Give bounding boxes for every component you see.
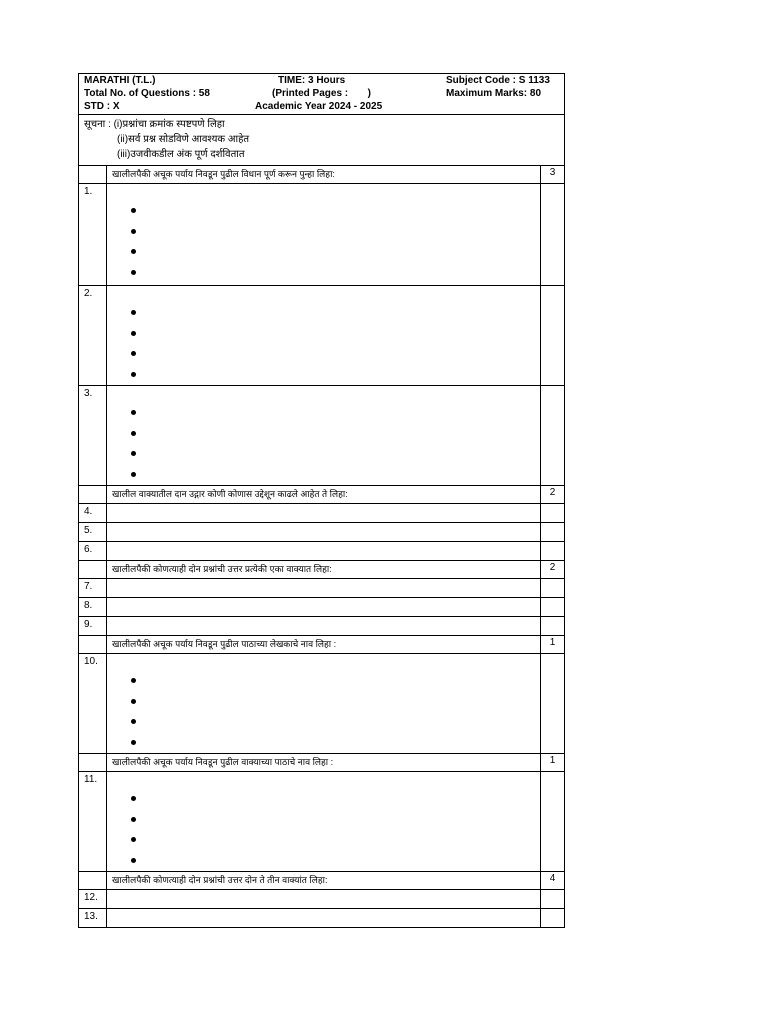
option-bullet [129,423,540,444]
option-bullet [129,241,540,262]
option-bullet [129,323,540,344]
question-number-cell [79,654,107,754]
section-row [79,636,565,654]
section-marks: 1 [549,637,556,648]
answer-cell [107,504,541,523]
option-bullet [129,691,540,712]
section-number-cell [79,636,107,654]
question-number-cell [79,523,107,542]
section-instruction: खालीलपैकी अचूक पर्याय निवडून पुढील पाठाच्या लेखकाचे नाव लिहा : [112,639,337,649]
section-instruction: खालीलपैकी कोणत्याही दोन प्रश्नांची उत्तर प्रत्येकी एका वाक्यात लिहा: [112,564,332,574]
question-number-cell [79,890,107,909]
section-instruction-cell [107,636,541,654]
answer-cell [107,579,541,598]
answer-cell [107,909,541,928]
option-bullet [129,829,540,850]
question-number: 13. [84,911,98,922]
question-row [79,542,565,561]
question-number: 8. [84,600,93,611]
question-row [79,579,565,598]
option-bullet [129,788,540,809]
option-bullet [129,850,540,871]
question-marks-cell [541,542,565,561]
question-number: 4. [84,506,93,517]
question-number: 5. [84,525,93,536]
question-number: 9. [84,619,93,630]
section-marks-cell [541,754,565,772]
instruction-item: (ii)सर्व प्रश्न सोडविणे आवश्यक आहेत [117,134,250,145]
question-row [79,523,565,542]
section-marks-cell [541,166,565,184]
option-bullet [129,711,540,732]
question-number-cell [79,504,107,523]
question-marks-cell [541,504,565,523]
question-number-cell [79,542,107,561]
academic-year-label: Academic Year 2024 - 2025 [255,101,383,112]
option-bullet [129,670,540,691]
option-bullet [129,262,540,283]
section-marks: 1 [549,755,556,766]
question-row [79,386,565,486]
option-bullet [129,200,540,221]
section-instruction: खालील वाक्यातील दान उद्गार कोणी कोणास उद्देशून काढले आहेत ते लिहा: [112,489,348,499]
section-marks-cell [541,486,565,504]
question-row [79,504,565,523]
question-number: 11. [84,774,98,785]
question-number-cell [79,598,107,617]
question-number-cell [79,386,107,486]
section-row [79,754,565,772]
option-list [107,654,540,752]
question-number-cell [79,772,107,872]
question-marks-cell [541,617,565,636]
printed-pages-label: (Printed Pages : ) [272,88,371,99]
time-label: TIME: 3 Hours [278,75,346,86]
option-list [107,184,540,282]
option-list [107,286,540,384]
std-label: STD : X [84,101,120,112]
answer-cell [107,184,541,286]
question-number: 2. [84,288,93,299]
subject-code-label: Subject Code : S 1133 [446,75,550,86]
question-marks-cell [541,286,565,386]
option-bullet [129,343,540,364]
subject-label: MARATHI (T.L.) [84,75,156,86]
option-bullet [129,809,540,830]
question-table [78,73,565,928]
section-row [79,561,565,579]
section-instruction-cell [107,872,541,890]
option-list [107,772,540,870]
question-marks-cell [541,598,565,617]
answer-cell [107,654,541,754]
section-instruction-cell [107,486,541,504]
answer-cell [107,542,541,561]
question-row [79,286,565,386]
question-marks-cell [541,523,565,542]
question-number-cell [79,184,107,286]
maximum-marks-label: Maximum Marks: 80 [446,88,542,99]
section-row [79,166,565,184]
section-row [79,486,565,504]
question-row [79,617,565,636]
question-marks-cell [541,184,565,286]
answer-cell [107,386,541,486]
question-number-cell [79,579,107,598]
question-marks-cell [541,909,565,928]
question-row [79,184,565,286]
option-bullet [129,302,540,323]
section-instruction: खालीलपैकी अचूक पर्याय निवडून पुढील विधान पूर्ण करून पुन्हा लिहा: [112,169,335,179]
section-marks: 4 [549,873,556,884]
question-row [79,909,565,928]
section-marks-cell [541,561,565,579]
section-marks-cell [541,636,565,654]
section-instruction-cell [107,754,541,772]
question-number: 10. [84,656,98,667]
option-bullet [129,732,540,753]
question-number: 12. [84,892,98,903]
instruction-item: (iii)उजवीकडील अंक पूर्ण दर्शवितात [117,149,245,160]
section-row [79,872,565,890]
question-number-cell [79,286,107,386]
section-number-cell [79,872,107,890]
question-marks-cell [541,890,565,909]
question-number: 3. [84,388,93,399]
section-number-cell [79,486,107,504]
answer-cell [107,598,541,617]
instructions-block [79,115,565,166]
section-instruction: खालीलपैकी कोणत्याही दोन प्रश्नांची उत्तर दोन ते तीन वाक्यांत लिहा: [112,875,328,885]
section-instruction-cell [107,166,541,184]
total-questions-label: Total No. of Questions : 58 [84,88,210,99]
question-row [79,890,565,909]
instruction-item: (i)प्रश्नांचा क्रमांक स्पष्टपणे लिहा [113,119,225,130]
question-marks-cell [541,772,565,872]
section-instruction: खालीलपैकी अचूक पर्याय निवडून पुढील वाक्याच्या पाठाचे नाव लिहा : [112,757,334,767]
question-number-cell [79,617,107,636]
question-number: 1. [84,186,93,197]
paper-header [79,74,565,115]
section-marks-cell [541,872,565,890]
question-row [79,772,565,872]
question-marks-cell [541,386,565,486]
answer-cell [107,890,541,909]
option-bullet [129,464,540,485]
question-paper [78,73,564,928]
question-number: 6. [84,544,93,555]
question-marks-cell [541,579,565,598]
option-bullet [129,443,540,464]
option-list [107,386,540,484]
question-number: 7. [84,581,93,592]
instructions-label: सूचना : [84,119,111,130]
option-bullet [129,364,540,385]
answer-cell [107,772,541,872]
question-marks-cell [541,654,565,754]
section-marks: 3 [549,167,556,178]
question-number-cell [79,909,107,928]
section-number-cell [79,166,107,184]
answer-cell [107,286,541,386]
option-bullet [129,221,540,242]
section-marks: 2 [549,562,556,573]
option-bullet [129,402,540,423]
section-instruction-cell [107,561,541,579]
question-row [79,654,565,754]
section-number-cell [79,561,107,579]
answer-cell [107,523,541,542]
section-marks: 2 [549,487,556,498]
answer-cell [107,617,541,636]
question-row [79,598,565,617]
section-number-cell [79,754,107,772]
